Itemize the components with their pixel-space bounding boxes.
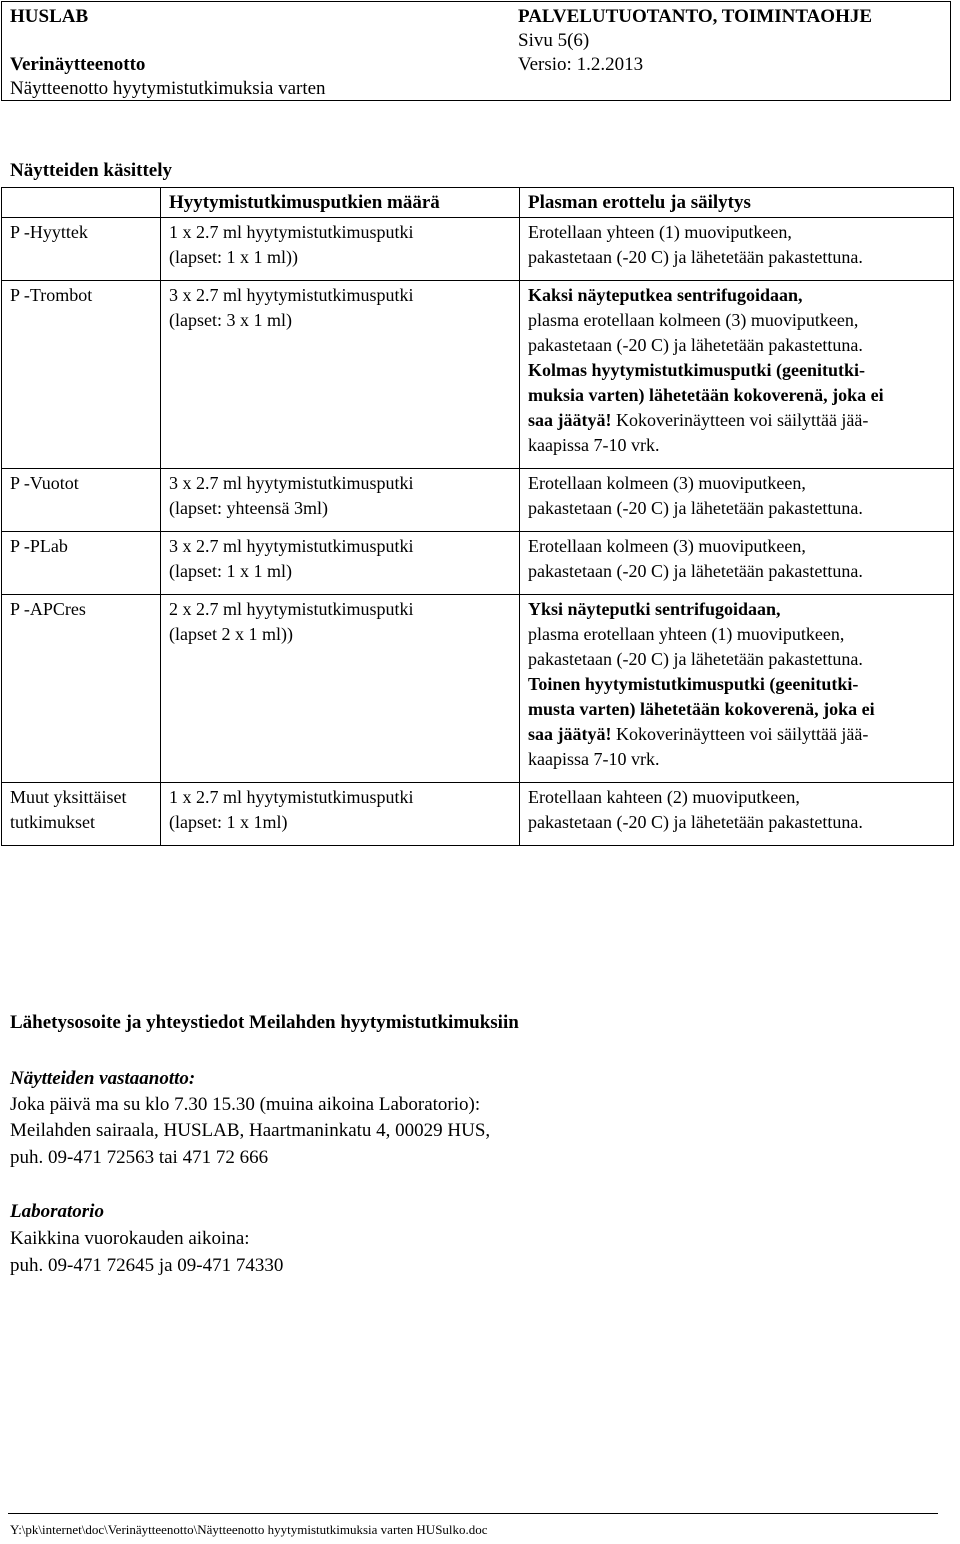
processing-line <box>528 496 945 521</box>
processing-text-tail: Kokoverinäytteen voi säilyttää jää- <box>611 724 869 744</box>
table-header-cell: Plasman erottelu ja säilytys <box>520 188 954 218</box>
processing-text: saa jäätyä! <box>528 410 612 430</box>
footer-divider <box>8 1513 938 1514</box>
tube-count-cell <box>161 218 520 281</box>
test-name: Muut yksittäiset <box>10 787 127 807</box>
processing-text: kaapissa 7-10 vrk. <box>528 749 660 769</box>
processing-text: Erotellaan kolmeen (3) muoviputkeen, <box>528 536 806 556</box>
test-name: P -Trombot <box>10 285 93 305</box>
processing-text: Erotellaan yhteen (1) muoviputkeen, <box>528 222 792 242</box>
tube-line: 3 x 2.7 ml hyytymistutkimusputki <box>169 285 414 305</box>
processing-text: Yksi näyteputki sentrifugoidaan, <box>528 599 781 619</box>
reception-hours: Joka päivä ma su klo 7.30 15.30 (muina aikoina Laboratorio): <box>10 1094 481 1115</box>
section-title: Näytteiden käsittely <box>10 160 173 181</box>
test-name-cell <box>2 532 161 595</box>
processing-text: pakastetaan (-20 C) ja lähetetään pakastettuna. <box>528 498 863 518</box>
processing-text: pakastetaan (-20 C) ja lähetetään pakastettuna. <box>528 812 863 832</box>
tube-line: (lapset: 1 x 1 ml)) <box>169 247 298 267</box>
tube-count-cell <box>161 783 520 846</box>
processing-line <box>528 283 945 308</box>
header-org: HUSLAB <box>10 6 89 27</box>
test-name-cell <box>2 218 161 281</box>
processing-text: Kaksi näyteputkea sentrifugoidaan, <box>528 285 803 305</box>
header-section: PALVELUTUOTANTO, TOIMINTAOHJE <box>518 6 873 27</box>
processing-text: kaapissa 7-10 vrk. <box>528 435 660 455</box>
sample-handling-table <box>1 187 954 846</box>
processing-line <box>528 333 945 358</box>
tube-line: (lapset 2 x 1 ml)) <box>169 624 293 644</box>
processing-text: pakastetaan (-20 C) ja lähetetään pakastettuna. <box>528 649 863 669</box>
processing-cell <box>520 595 954 783</box>
table-row <box>2 595 954 783</box>
processing-line <box>528 383 945 408</box>
processing-text: Erotellaan kolmeen (3) muoviputkeen, <box>528 473 806 493</box>
processing-text: plasma erotellaan kolmeen (3) muoviputkeen, <box>528 310 859 330</box>
processing-line <box>528 785 945 810</box>
laboratory-hours: Kaikkina vuorokauden aikoina: <box>10 1228 250 1249</box>
table-header-cell <box>2 188 161 218</box>
test-name-cell <box>2 595 161 783</box>
processing-cell <box>520 783 954 846</box>
processing-line <box>528 722 945 747</box>
test-name: P -PLab <box>10 536 68 556</box>
processing-text: pakastetaan (-20 C) ja lähetetään pakastettuna. <box>528 335 863 355</box>
test-name-cell <box>2 783 161 846</box>
processing-line <box>528 810 945 835</box>
test-name: P -Hyyttek <box>10 222 88 242</box>
processing-text: pakastetaan (-20 C) ja lähetetään pakastettuna. <box>528 561 863 581</box>
tube-line: 3 x 2.7 ml hyytymistutkimusputki <box>169 536 414 556</box>
tube-line: 2 x 2.7 ml hyytymistutkimusputki <box>169 599 414 619</box>
processing-cell <box>520 532 954 595</box>
processing-text-tail: Kokoverinäytteen voi säilyttää jää- <box>611 410 869 430</box>
test-name: P -Vuotot <box>10 473 79 493</box>
contact-title: Lähetysosoite ja yhteystiedot Meilahden hyytymistutkimuksiin <box>10 1012 519 1033</box>
processing-text: Toinen hyytymistutkimusputki (geenitutki- <box>528 674 859 694</box>
header-topic: Verinäytteenotto <box>10 54 146 75</box>
test-name-cell <box>2 281 161 469</box>
table-header-row <box>2 188 954 218</box>
processing-cell <box>520 281 954 469</box>
processing-line <box>528 245 945 270</box>
tube-line: 1 x 2.7 ml hyytymistutkimusputki <box>169 222 414 242</box>
test-name: tutkimukset <box>10 812 95 832</box>
processing-cell <box>520 218 954 281</box>
processing-text: pakastetaan (-20 C) ja lähetetään pakastettuna. <box>528 247 863 267</box>
tube-line: 1 x 2.7 ml hyytymistutkimusputki <box>169 787 414 807</box>
tube-line: (lapset: yhteensä 3ml) <box>169 498 328 518</box>
processing-line <box>528 471 945 496</box>
processing-line <box>528 597 945 622</box>
header-subtitle: Näytteenotto hyytymistutkimuksia varten <box>10 78 326 99</box>
processing-line <box>528 408 945 433</box>
reception-address: Meilahden sairaala, HUSLAB, Haartmaninkatu 4, 00029 HUS, <box>10 1120 491 1141</box>
processing-line <box>528 697 945 722</box>
processing-cell <box>520 469 954 532</box>
reception-phone: puh. 09-471 72563 tai 471 72 666 <box>10 1147 269 1168</box>
header-page: Sivu 5(6) <box>518 30 590 51</box>
tube-line: (lapset: 1 x 1 ml) <box>169 561 292 581</box>
processing-text: muksia varten) lähetetään kokoverenä, joka ei <box>528 385 884 405</box>
processing-line <box>528 308 945 333</box>
tube-count-cell <box>161 281 520 469</box>
table-row <box>2 783 954 846</box>
processing-line <box>528 559 945 584</box>
tube-line: 3 x 2.7 ml hyytymistutkimusputki <box>169 473 414 493</box>
processing-line <box>528 647 945 672</box>
processing-line <box>528 220 945 245</box>
header-version: Versio: 1.2.2013 <box>518 54 644 75</box>
processing-line <box>528 358 945 383</box>
laboratory-phone: puh. 09-471 72645 ja 09-471 74330 <box>10 1255 284 1276</box>
tube-count-cell <box>161 469 520 532</box>
footer-file-path: Y:\pk\internet\doc\Verinäytteenotto\Näytteenotto hyytymistutkimuksia varten HUSulko.doc <box>10 1522 488 1537</box>
processing-line <box>528 622 945 647</box>
processing-text: Kolmas hyytymistutkimusputki (geenitutki- <box>528 360 866 380</box>
processing-line <box>528 747 945 772</box>
processing-text: musta varten) lähetetään kokoverenä, joka ei <box>528 699 875 719</box>
laboratory-heading: Laboratorio <box>10 1201 104 1222</box>
processing-text: plasma erotellaan yhteen (1) muoviputkeen, <box>528 624 845 644</box>
processing-line <box>528 672 945 697</box>
table-row <box>2 469 954 532</box>
tube-count-cell <box>161 532 520 595</box>
test-name: P -APCres <box>10 599 86 619</box>
table-header-cell: Hyytymistutkimusputkien määrä <box>161 188 520 218</box>
table-row <box>2 218 954 281</box>
processing-text: Erotellaan kahteen (2) muoviputkeen, <box>528 787 800 807</box>
processing-text: saa jäätyä! <box>528 724 612 744</box>
tube-line: (lapset: 3 x 1 ml) <box>169 310 292 330</box>
processing-line <box>528 433 945 458</box>
table-row <box>2 281 954 469</box>
tube-count-cell <box>161 595 520 783</box>
test-name-cell <box>2 469 161 532</box>
reception-heading: Näytteiden vastaanotto: <box>10 1068 196 1089</box>
processing-line <box>528 534 945 559</box>
tube-line: (lapset: 1 x 1ml) <box>169 812 288 832</box>
table-row <box>2 532 954 595</box>
